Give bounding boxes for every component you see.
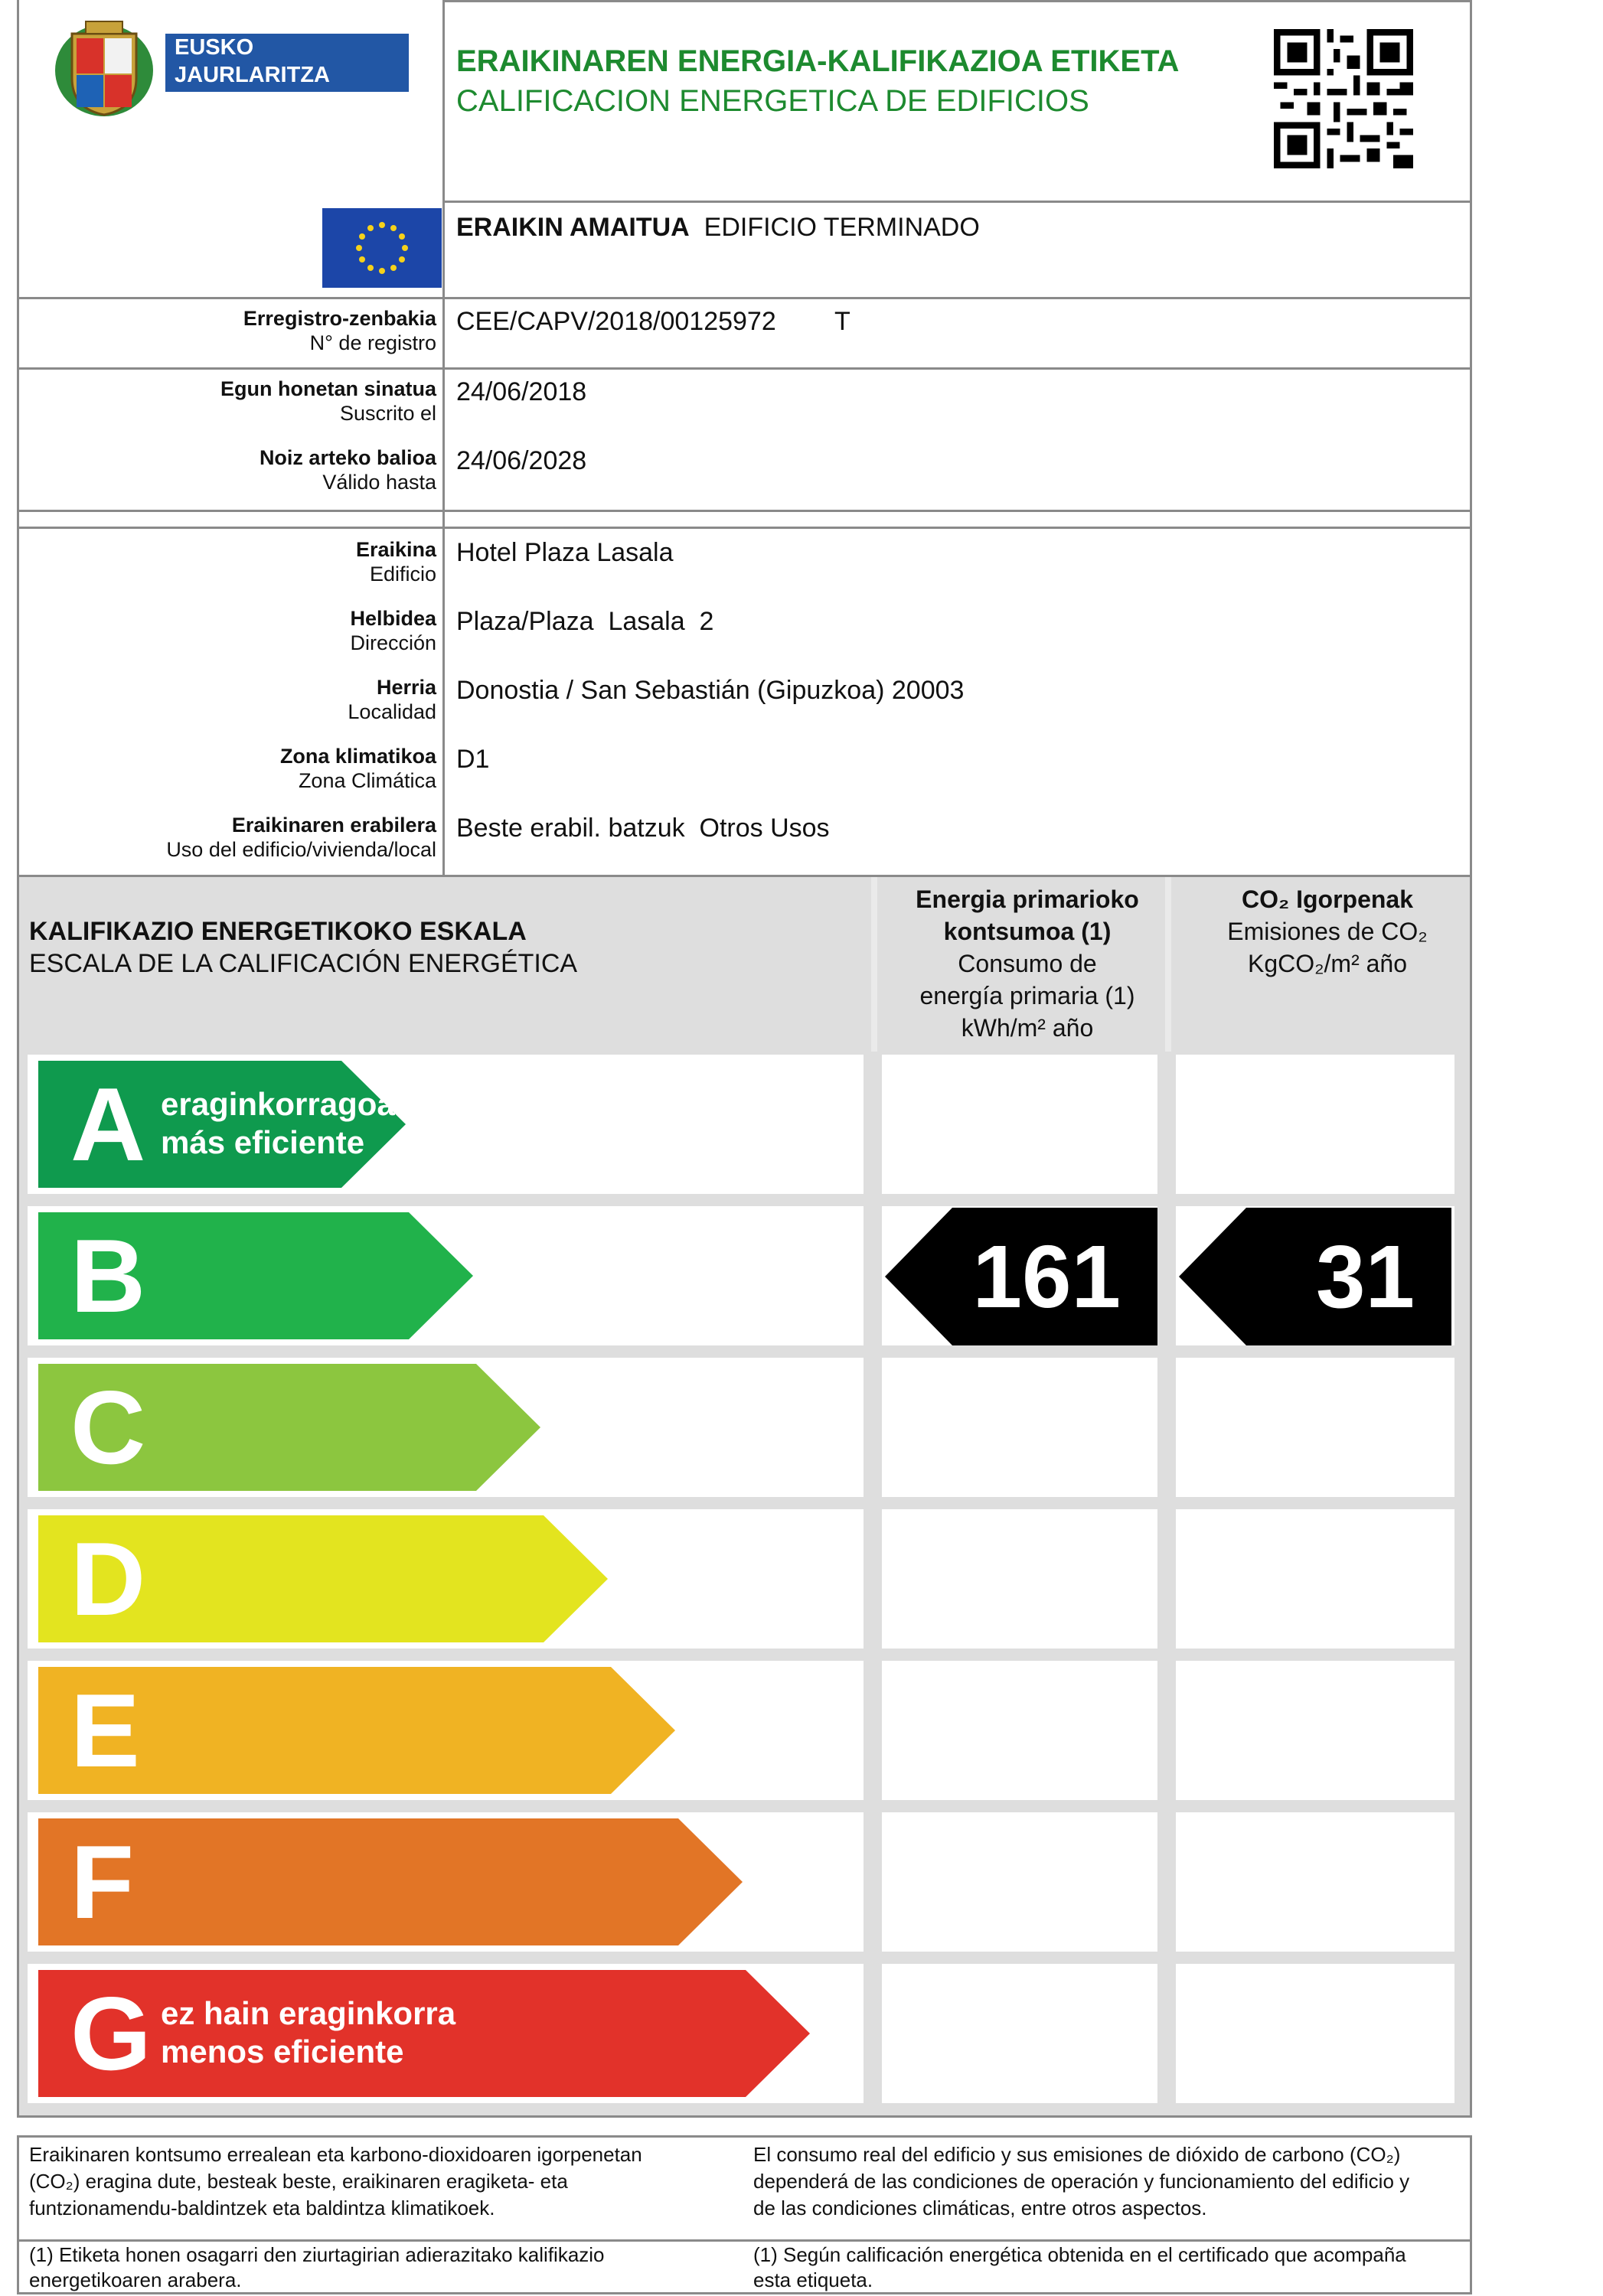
class-letter-a: A xyxy=(70,1066,146,1182)
status-eu: ERAIKIN AMAITUA xyxy=(456,213,690,242)
valid-label-es: Válido hasta xyxy=(322,471,436,494)
footer-eu-line-1: Eraikinaren kontsumo errealean eta karbono-dioxidoaren igorpenetan xyxy=(29,2143,642,2166)
status-es: EDIFICIO TERMINADO xyxy=(704,213,980,242)
energy-column-header xyxy=(874,883,1180,1044)
co2-head-2: Emisiones de CO₂ xyxy=(1227,918,1428,945)
building-use-label-eu: Eraikinaren erabilera xyxy=(231,814,436,837)
frame-top xyxy=(442,0,1472,2)
status-top-line xyxy=(442,201,1472,203)
dates-top-line xyxy=(17,367,1472,370)
building-status xyxy=(456,213,980,243)
energy-rating-indicator-value: 161 xyxy=(972,1227,1121,1326)
class-letter-e: E xyxy=(70,1672,140,1789)
signed-label-eu: Egun honetan sinatua xyxy=(220,377,436,400)
class-letter-c: C xyxy=(70,1369,146,1486)
class-description-line-1-a: eraginkorragoa xyxy=(161,1086,395,1122)
footer-es-note-1: (1) Según calificación energética obtenida en el certificado que acompaña xyxy=(753,2243,1406,2266)
scale-title-es: ESCALA DE LA CALIFICACIÓN ENERGÉTICA xyxy=(29,949,578,978)
address-label-es: Dirección xyxy=(350,631,436,654)
footer-eu-note-1: (1) Etiketa honen osagarri den ziurtagirian adierazitako kalifikazio xyxy=(29,2243,605,2266)
registry-label xyxy=(243,306,436,355)
climate-zone-value: D1 xyxy=(456,745,490,774)
gov-name-es: GOBIERNO VASCO xyxy=(175,90,379,115)
address-value: Plaza/Plaza Lasala 2 xyxy=(456,607,714,636)
qr-code-icon[interactable] xyxy=(1274,29,1413,168)
co2-cell-c xyxy=(1176,1358,1454,1497)
class-arrow-shape-f xyxy=(38,1818,743,1945)
locality-label xyxy=(348,675,436,724)
address-label-eu: Helbidea xyxy=(350,607,436,630)
address-label xyxy=(350,606,436,655)
footer-eu-note-2: energetikoaren arabera. xyxy=(29,2268,242,2291)
co2-rating-indicator-value: 31 xyxy=(1315,1227,1415,1326)
footer-divider xyxy=(17,2239,1472,2242)
building-name: Hotel Plaza Lasala xyxy=(456,538,674,567)
energy-cell-g xyxy=(882,1964,1157,2103)
valid-label-eu: Noiz arteko balioa xyxy=(259,446,436,469)
locality-label-es: Localidad xyxy=(348,700,436,723)
registry-value: CEE/CAPV/2018/00125972 xyxy=(456,307,776,336)
frame-right xyxy=(1470,0,1472,883)
title-es: CALIFICACION ENERGETICA DE EDIFICIOS xyxy=(456,84,1089,118)
class-arrow-f xyxy=(38,1818,743,1945)
dates-bottom-line-2 xyxy=(17,527,1472,529)
class-description-line-1-g: ez hain eraginkorra xyxy=(161,1995,456,2031)
footer-eu-note xyxy=(29,2242,718,2293)
class-description-line-2-g: menos eficiente xyxy=(161,2033,404,2069)
climate-zone-label-eu: Zona klimatikoa xyxy=(279,745,436,768)
dates-bottom-line-1 xyxy=(17,510,1472,512)
gov-name-eu: EUSKO JAURLARITZA xyxy=(175,35,330,87)
registry-label-eu: Erregistro-zenbakia xyxy=(243,307,436,330)
footer-eu-text xyxy=(29,2141,718,2222)
title-eu: ERAIKINAREN ENERGIA-KALIFIKAZIOA ETIKETA xyxy=(456,44,1180,78)
header-divider xyxy=(442,0,445,875)
co2-cell-a xyxy=(1176,1055,1454,1194)
building-use-value: Beste erabil. batzuk Otros Usos xyxy=(456,814,830,843)
locality-label-eu: Herria xyxy=(376,676,436,699)
class-letter-b: B xyxy=(70,1218,146,1334)
building-use-label xyxy=(166,813,436,862)
locality-value: Donostia / San Sebastián (Gipuzkoa) 20003 xyxy=(456,676,965,705)
footer-es-note xyxy=(753,2242,1461,2293)
energy-cell-e xyxy=(882,1661,1157,1800)
energy-head-5: kWh/m² año xyxy=(961,1014,1094,1042)
building-use-label-es: Uso del edificio/vivienda/local xyxy=(166,838,436,861)
signed-label-es: Suscrito el xyxy=(339,402,436,425)
footer-es-line-2: dependerá de las condiciones de operación y funcionamiento del edificio y xyxy=(753,2170,1410,2193)
signed-label xyxy=(220,377,436,426)
valid-date: 24/06/2028 xyxy=(456,446,587,475)
class-description-g xyxy=(161,1994,455,2071)
building-name-label xyxy=(356,537,436,586)
gov-name-box xyxy=(165,34,409,115)
valid-label xyxy=(260,445,436,494)
class-description-line-2-a: más eficiente xyxy=(161,1124,365,1160)
class-letter-d: D xyxy=(70,1521,146,1637)
climate-zone-label xyxy=(280,744,436,793)
registry-top-line xyxy=(17,297,1472,299)
energy-head-1: Energia primarioko xyxy=(916,885,1139,913)
signed-date: 24/06/2018 xyxy=(456,377,587,406)
building-name-label-eu: Eraikina xyxy=(355,538,436,561)
footer-es-text xyxy=(753,2141,1461,2222)
class-description-a xyxy=(161,1085,395,1162)
energy-cell-a xyxy=(882,1055,1157,1194)
footer-es-note-2: esta etiqueta. xyxy=(753,2268,873,2291)
footer-es-line-3: de las condiciones climáticas, entre otros aspectos. xyxy=(753,2197,1207,2219)
scale-title-eu: KALIFIKAZIO ENERGETIKOKO ESKALA xyxy=(29,917,527,946)
header-col-sep-1 xyxy=(871,877,877,1052)
energy-cell-c xyxy=(882,1358,1157,1497)
footer-es-line-1: El consumo real del edificio y sus emisiones de dióxido de carbono (CO₂) xyxy=(753,2143,1401,2166)
registry-suffix: T xyxy=(834,307,850,336)
co2-column-header xyxy=(1174,883,1481,980)
frame-left xyxy=(17,0,19,883)
co2-head-3: KgCO₂/m² año xyxy=(1247,950,1408,977)
footer-eu-line-2: (CO₂) eragina dute, besteak beste, eraikinaren eragiketa- eta xyxy=(29,2170,568,2193)
co2-cell-e xyxy=(1176,1661,1454,1800)
coat-of-arms-icon xyxy=(51,18,158,119)
co2-cell-f xyxy=(1176,1812,1454,1952)
co2-cell-g xyxy=(1176,1964,1454,2103)
registry-label-es: N° de registro xyxy=(309,331,436,354)
footer-eu-line-3: funtzionamendu-baldintzek eta baldintza klimatikoek. xyxy=(29,2197,495,2219)
building-name-label-es: Edificio xyxy=(369,563,436,585)
co2-cell-d xyxy=(1176,1509,1454,1649)
energy-cell-f xyxy=(882,1812,1157,1952)
energy-head-2: kontsumoa (1) xyxy=(943,918,1112,945)
class-letter-f: F xyxy=(70,1824,135,1940)
energy-cell-d xyxy=(882,1509,1157,1649)
eu-flag-icon xyxy=(322,208,442,288)
header-col-sep-2 xyxy=(1165,877,1171,1052)
energy-head-3: Consumo de xyxy=(958,950,1097,977)
climate-zone-label-es: Zona Climática xyxy=(298,769,436,792)
class-letter-g: G xyxy=(70,1975,152,2092)
co2-head-1: CO₂ Igorpenak xyxy=(1241,885,1414,913)
basque-government-logo xyxy=(51,18,410,119)
energy-head-4: energía primaria (1) xyxy=(919,982,1135,1009)
